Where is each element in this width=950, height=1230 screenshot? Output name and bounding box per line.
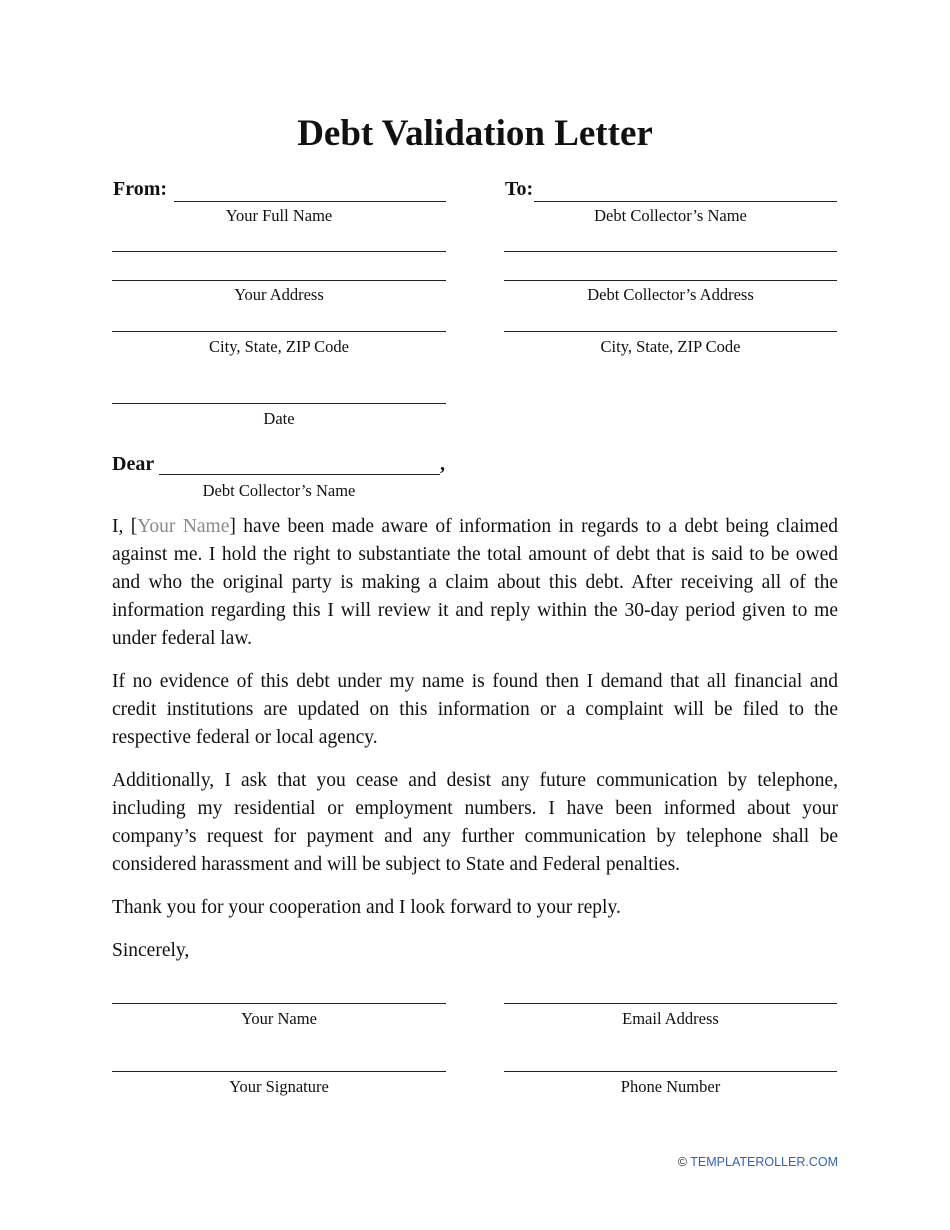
email-caption: Email Address (622, 1009, 719, 1028)
from-name-caption: Your Full Name (225, 206, 333, 225)
your-name-caption: Your Name (241, 1009, 317, 1028)
from-address-line-1[interactable] (112, 251, 446, 252)
p1-prefix: I, [ (112, 516, 138, 537)
closing: Sincerely, (112, 940, 190, 961)
salutation-caption: Debt Collector’s Name (202, 481, 356, 500)
p1-rest: ] have been made aware of information in regards to a debt being claimed against me. I hold the right to substantiate the total amount of debt that is said to be owed and who the original party is making a claim about this debt. After receiving all of the information regarding this I will review it and reply within the 30-day period given to me under federal law. (112, 516, 838, 649)
email-line[interactable] (504, 1003, 837, 1004)
footer-link[interactable] (678, 1155, 838, 1169)
phone-caption: Phone Number (620, 1077, 721, 1096)
copyright-icon: © (677, 1155, 688, 1169)
paragraph-1 (112, 513, 838, 653)
from-address-caption: Your Address (234, 285, 324, 304)
your-name-line[interactable] (112, 1003, 446, 1004)
salutation-comma: , (440, 453, 445, 475)
to-name-line[interactable] (534, 201, 837, 202)
paragraph-3: Additionally, I ask that you cease and desist any future communication by telephone, including my residential or employment numbers. I have been informed about your company’s request for payment and any further communication by telephone shall be considered harassment and will be subject to State and Federal penalties. (112, 770, 838, 875)
salutation-line[interactable] (159, 474, 440, 475)
signature-line[interactable] (112, 1071, 446, 1072)
to-name-caption: Debt Collector’s Name (594, 206, 747, 225)
to-city-line[interactable] (504, 331, 837, 332)
from-city-line[interactable] (112, 331, 446, 332)
phone-line[interactable] (504, 1071, 837, 1072)
date-caption: Date (263, 409, 295, 428)
to-address-line-2[interactable] (504, 280, 837, 281)
salutation-label: Dear (112, 453, 155, 475)
to-label: To: (505, 178, 534, 200)
footer-brand[interactable]: TEMPLATEROLLER.COM (690, 1155, 838, 1169)
paragraph-2: If no evidence of this debt under my name is found then I demand that all financial and credit institutions are updated on this information or a complaint will be filed to the respective federal or local agency. (112, 671, 838, 748)
to-address-caption: Debt Collector’s Address (587, 285, 754, 304)
from-city-caption: City, State, ZIP Code (209, 337, 349, 356)
date-line[interactable] (112, 403, 446, 404)
from-label: From: (113, 178, 168, 200)
from-name-line[interactable] (174, 201, 446, 202)
to-address-line-1[interactable] (504, 251, 837, 252)
to-city-caption: City, State, ZIP Code (600, 337, 741, 356)
page-title: Debt Validation Letter (297, 113, 653, 154)
signature-caption: Your Signature (229, 1077, 329, 1096)
paragraph-4: Thank you for your cooperation and I look forward to your reply. (112, 897, 621, 918)
from-address-line-2[interactable] (112, 280, 446, 281)
your-name-placeholder: Your Name (137, 516, 230, 537)
